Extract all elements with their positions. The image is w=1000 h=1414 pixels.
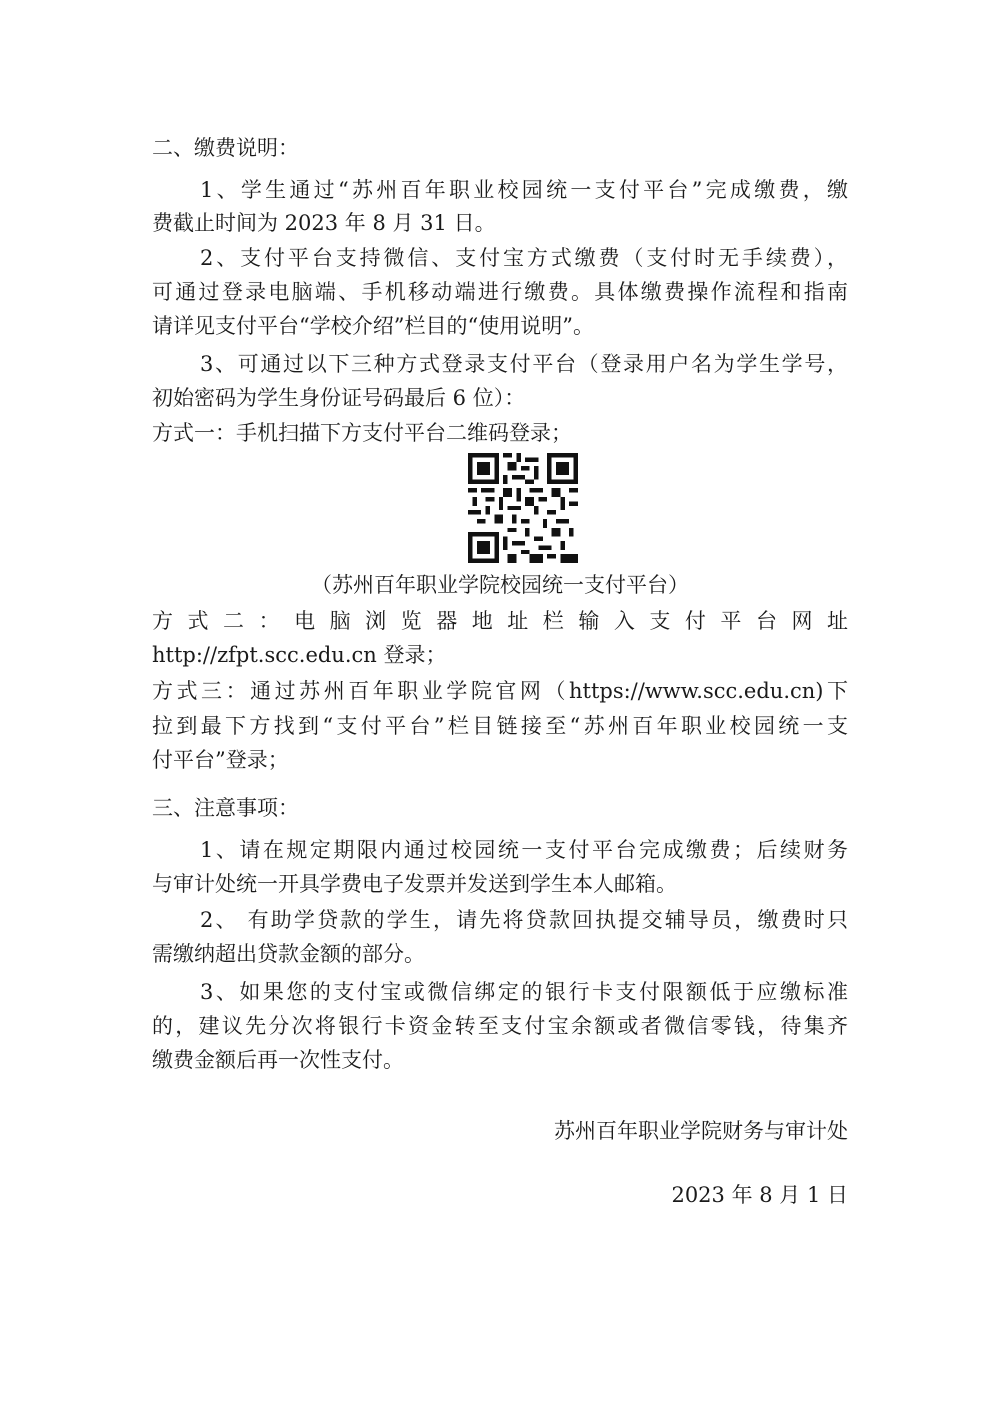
section2-item1-line1: 1、学生通过“苏州百年职业校园统一支付平台”完成缴费，缴 (200, 178, 848, 202)
section2-item2-line1: 2、支付平台支持微信、支付宝方式缴费（支付时无手续费）， (200, 246, 848, 270)
section2-item2-line2: 可通过登录电脑端、手机移动端进行缴费。具体缴费操作流程和指南 (152, 280, 848, 304)
method2-line1: 方式二：电脑浏览器地址栏输入支付平台网址 (152, 609, 848, 633)
method3-line3: 付平台”登录； (152, 748, 289, 772)
section3-heading: 三、注意事项： (152, 796, 299, 820)
signature-org: 苏州百年职业学院财务与审计处 (554, 1119, 848, 1143)
section2-heading: 二、缴费说明： (152, 136, 299, 160)
section3-item2-line1: 2、 有助学贷款的学生，请先将贷款回执提交辅导员，缴费时只 (200, 908, 848, 932)
method3-line1: 方式三：通过苏州百年职业学院官网（https://www.scc.edu.cn)下 (152, 679, 848, 703)
method2-line2: http://zfpt.scc.edu.cn 登录； (152, 643, 447, 667)
section2-item3-line2: 初始密码为学生身份证号码最后 6 位）： (152, 386, 526, 410)
qr-caption: （苏州百年职业学院校园统一支付平台） (311, 573, 689, 597)
section2-item2-line3: 请详见支付平台“学校介绍”栏目的“使用说明”。 (152, 314, 594, 338)
signature-date: 2023 年 8 月 1 日 (671, 1183, 848, 1207)
section3-item3-line2: 的，建议先分次将银行卡资金转至支付宝余额或者微信零钱，待集齐 (152, 1014, 848, 1038)
section3-item3-line1: 3、如果您的支付宝或微信绑定的银行卡支付限额低于应缴标准 (200, 980, 848, 1004)
section2-item3-line1: 3、可通过以下三种方式登录支付平台（登录用户名为学生学号， (200, 352, 848, 376)
method1-text: 方式一：手机扫描下方支付平台二维码登录； (152, 421, 572, 445)
method3-line2: 拉到最下方找到“支付平台”栏目链接至“苏州百年职业校园统一支 (152, 714, 848, 738)
section3-item2-line2: 需缴纳超出贷款金额的部分。 (152, 942, 425, 966)
section2-item1-line2: 费截止时间为 2023 年 8 月 31 日。 (152, 211, 496, 235)
section3-item1-line1: 1、请在规定期限内通过校园统一支付平台完成缴费；后续财务 (200, 838, 848, 862)
qr-code-icon[interactable] (468, 453, 578, 563)
section3-item3-line3: 缴费金额后再一次性支付。 (152, 1048, 404, 1072)
section3-item1-line2: 与审计处统一开具学费电子发票并发送到学生本人邮箱。 (152, 872, 677, 896)
